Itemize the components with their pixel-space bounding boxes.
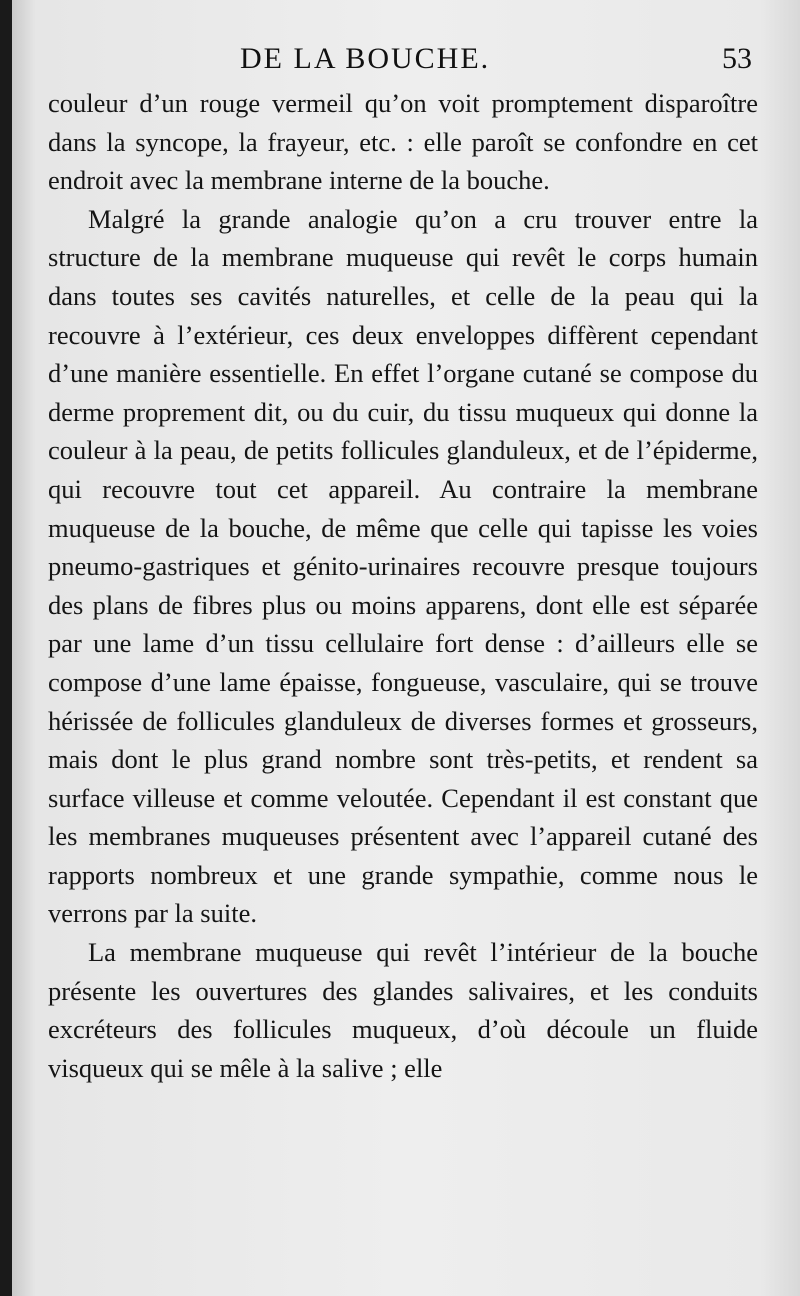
page-number: 53	[722, 42, 752, 75]
paragraph: Malgré la grande analogie qu’on a cru trouver entre la structure de la membrane muqueuse qui revêt le corps humain dans toutes ses cavités naturelles, et celle de la peau qui la recouvre à l’extérieur, ces deux enveloppes diffèrent cependant d’une manière essentielle. En effet l’organe cutané se compose du derme proprement dit, ou du cuir, du tissu muqueux qui donne la couleur à la peau, de petits follicules glanduleux, et de l’épiderme, qui recouvre tout cet appareil. Au contraire la membrane muqueuse de la bouche, de même que celle qui tapisse les voies pneumo-gastriques et génito-urinaires recouvre presque toujours des plans de fibres plus ou moins apparens, dont elle est séparée par une lame d’un tissu cellulaire fort dense : d’ailleurs elle se compose d’une lame épaisse, fongueuse, vasculaire, qui se trouve hérissée de follicules glanduleux de diverses formes et grosseurs, mais dont le plus grand nombre sont très-petits, et rendent sa surface villeuse et comme veloutée. Cependant il est constant que les membranes muqueuses présentent avec l’appareil cutané des rapports nombreux et une grande sympathie, comme nous le verrons par la suite.	[48, 203, 758, 929]
paragraph: La membrane muqueuse qui revêt l’intérieur de la bouche présente les ouvertures des glandes salivaires, et les conduits excréteurs des follicules muqueux, d’où découle un fluide visqueux qui se mêle à la salive ; elle	[48, 937, 758, 1083]
page-header	[12, 42, 800, 82]
body-text	[48, 84, 758, 1087]
book-page	[12, 0, 800, 1296]
paragraph-continued: couleur d’un rouge vermeil qu’on voit promptement disparoître dans la syncope, la frayeur, etc. : elle paroît se confondre en cet endroit avec la membrane interne de la bouche.	[48, 88, 758, 196]
running-title: DE LA BOUCHE.	[240, 42, 491, 75]
